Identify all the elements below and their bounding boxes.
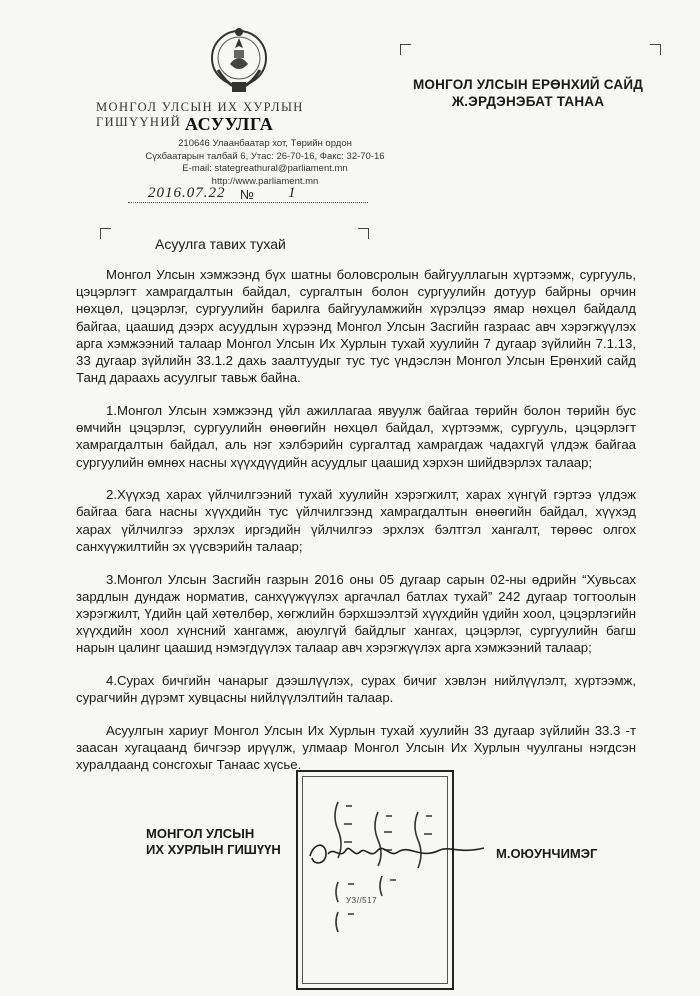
handwritten-signature [300,820,490,880]
recipient-name: Ж.ЭРДЭНЭБАТ ТАНАА [451,94,605,109]
question-4: 4.Сурах бичгийн чанарыг дээшлүүлэх, сурах бичиг хэвлэн нийлүүлэлт, хүртээмж, сурагчийн дүрэмт хувцасны нийлүүлэлтийн талаар. [76,673,636,706]
official-stamp [296,770,454,990]
state-emblem-icon [208,24,270,96]
subject-line: Асуулга тавих тухай [155,236,286,252]
bracket-right-top [358,228,369,239]
signatory-name: М.ОЮУНЧИМЭГ [496,846,598,861]
signatory-title: МОНГОЛ УЛСЫН ИХ ХУРЛЫН ГИШҮҮН [146,826,281,857]
website-line: http://www.parliament.mn [211,175,319,187]
email-line: E-mail: stategreathural@parliament.mn [182,163,348,174]
contact-block [120,138,410,188]
document-type: АСУУЛГА [185,114,274,134]
handwritten-date: 2016.07.22 [148,185,226,201]
address-line: 210646 Улаанбаатар хот, Төрийн ордон [178,138,352,149]
question-2: 2.Хүүхэд харах үйлчилгээний тухай хуулийн хэрэгжилт, харах хүнгүй гэртээ үлдэж байгаа бага насны хүүхдийн тус үйлчилгээнд хамрагдалтын өнөөгийн байдал, хүүхэд харах үйлчилгээ эрхлэх иргэдийн үйлчилгээ эрхлэх бэлтгэл хангалт, төрөөс олгох санхүүжилтийн эх үүсвэрийн талаар; [76,487,636,554]
organization-name: МОНГОЛ УЛСЫН ИХ ХУРЛЫН ГИШҮҮНИЙ [96,100,304,129]
question-1: 1.Монгол Улсын хэмжээнд үйл ажиллагаа явуулж байгаа төрийн болон төрийн бус өмчийн цэцэрлэг, сургуулийн өнөөгийн нөхцөл байдал, хүртээмж, сургууль, цэцэрлэгт хамрагдалтын байдал, аль нэг хэлбэрийн сургалтад хамрагдаж чадахгүй үлдэж байгаа сургуулийн өмнөх насны хүүхдүүдийн асуудлыг цаашид хэрхэн шийдвэрлэх талаар; [76,402,636,470]
intro-paragraph: Монгол Улсын хэмжээнд бүх шатны боловсролын байгууллагын хүртээмж, сургууль, цэцэрлэгт хамрагдалтын байдал, сургалтын болон сургуулийн дотуур байрны орчин нөхцөл, цэцэрлэг, сургуулийн барилга байгууламжийн хүрэлцээ ямар нөхцөл байдалд байгаа, цаашид дээрх асуудлын хүрээнд Монгол Улсын Засгийн газраас авч хэрэгжүүлэх арга хэмжээний талаар Монгол Улсын Их Хурлын тухай хуулийн 7 дугаар зүйлийн 7.1.13, 33 дугаар зүйлийн 33.1.2 дахь заалтуудыг тус тус үндэслэн Монгол Улсын Ерөнхий сайд Танд дараахь асуулгыг тавьж байна. [76,267,636,386]
date-number-line [128,185,368,207]
number-sign: № [240,187,254,202]
recipient-block [398,76,658,110]
recipient-bracket-right [650,44,661,55]
phone-fax-line: Сүхбаатарын талбай 6, Утас: 26-70-16, Факс: 32-70-16 [145,150,385,162]
bracket-left-top [100,228,111,239]
stamp-serial: УЗ//517 [346,896,378,905]
question-3: 3.Монгол Улсын Засгийн газрын 2016 оны 05 дугаар сарын 02-ны өдрийн “Хувьсах зардлын дундаж норматив, санхүүжүүлэх аргачлал батлах тухай” 242 дугаар тогтоолын хэрэгжилт, Үдийн цай хөтөлбөр, хөгжлийн бэрхшээлтэй хүүхдийн үдийн хоол, цэцэрлэгийн хүүхдийн хоол хүнсний хангамж, аюулгүй байдлыг хангах, цэцэрлэг, сургуулийн багш нарын цалинг цаашид нэмэгдүүлэх талаар авч хэрэгжүүлэх арга хэмжээний талаар; [76,571,636,656]
recipient-bracket-left [400,44,411,55]
handwritten-number: 1 [288,185,296,201]
closing-paragraph: Асуулгын хариуг Монгол Улсын Их Хурлын тухай хуулийн 33 дугаар зүйлийн 33.3 -т заасан хугацаанд бичгээр ирүүлж, улмаар Монгол Улсын Их Хурлын чуулганы нэгдсэн хуралдаанд сонсгохыг Танаас хүсье. [76,722,636,773]
document-body [76,266,636,789]
recipient-title: МОНГОЛ УЛСЫН ЕРӨНХИЙ САЙД [412,77,644,92]
